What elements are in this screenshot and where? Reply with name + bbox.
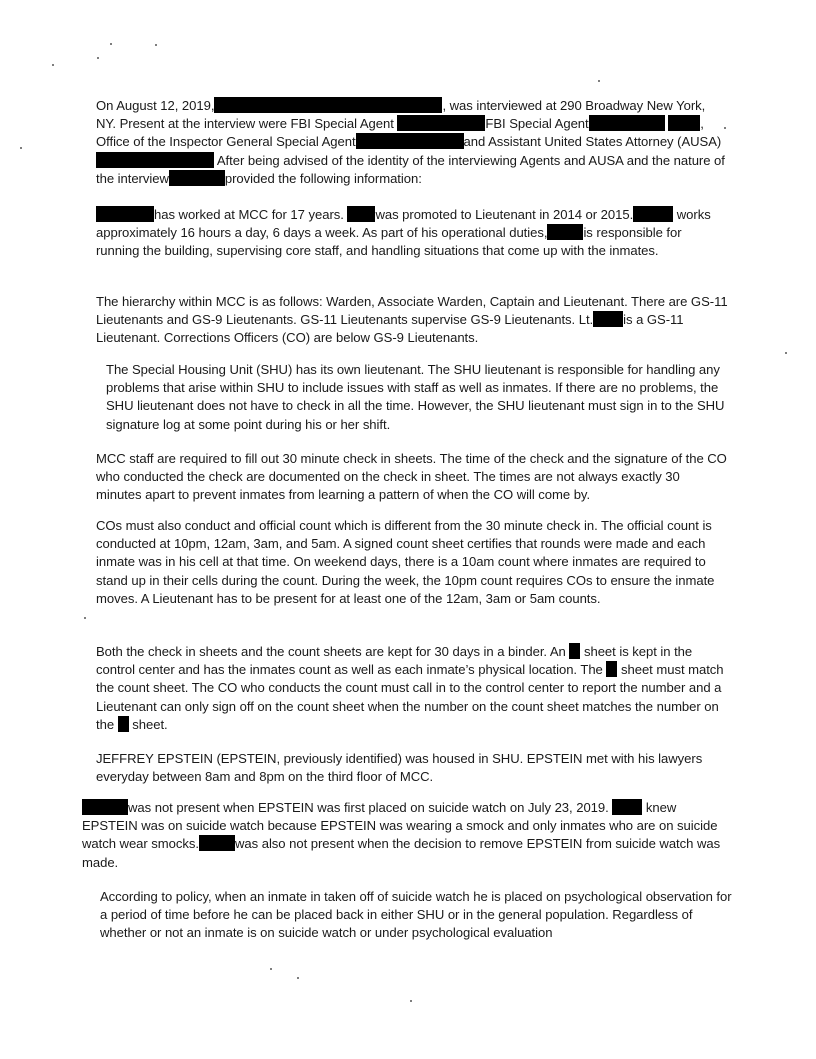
paragraph-hierarchy xyxy=(96,293,728,348)
scan-speck xyxy=(598,80,600,82)
redaction-box xyxy=(96,152,214,168)
scan-speck xyxy=(155,44,157,46)
redaction-box xyxy=(569,643,580,659)
redaction-box xyxy=(547,224,583,240)
hierarchy-text-1: The hierarchy within MCC is as follows: Warden, Associate Warden, Captain and Lieutenant. There are GS-11 Lieutenants and GS-9 Lieutenants. GS-11 Lieutenants supervise GS-9 Lieutenants. Lt. xyxy=(96,294,728,328)
redaction-box xyxy=(612,799,642,815)
redaction-box xyxy=(82,799,128,815)
count-sheets-text-1: Both the check in sheets and the count sheets are kept for 30 days in a binder. An xyxy=(96,644,566,659)
paragraph-shu xyxy=(96,361,738,434)
duties-text-3: works approximately 16 hours a day, 6 days a week. As part of his operational duties, xyxy=(96,207,711,241)
redaction-box xyxy=(397,115,485,131)
scan-speck xyxy=(20,147,22,149)
suicide-watch-text-2: knew EPSTEIN was on suicide watch because EPSTEIN was wearing a smock and only inmates who are on suicide watch wear smocks. xyxy=(82,800,718,852)
scan-speck xyxy=(297,977,299,979)
official-count-text: COs must also conduct and official count which is different from the 30 minute check in. The official count is conducted at 10pm, 12am, 3am, and 5am. A signed count sheet certifies that rounds were made and each inmate was in his cell at that time. On weekend days, there is a 10am count where inmates are required to stand up in their cells during the count. During the week, the 10pm count requires COs to ensure the inmate moves. A Lieutenant has to be present for at least one of the 12am, 3am or 5am counts. xyxy=(96,518,715,606)
redaction-box xyxy=(589,115,665,131)
paragraph-official-count xyxy=(96,517,728,608)
paragraph-interview-intro xyxy=(96,97,728,188)
scan-speck xyxy=(97,57,99,59)
intro-text-1: On August 12, 2019, xyxy=(96,98,215,113)
suicide-watch-text-1: was not present when EPSTEIN was first placed on suicide watch on July 23, 2019. xyxy=(128,800,609,815)
intro-text-4: , Office of the Inspector General Special Agent xyxy=(96,116,704,150)
scan-speck xyxy=(785,352,787,354)
duties-text-2: was promoted to Lieutenant in 2014 or 2015. xyxy=(375,207,634,222)
redaction-box xyxy=(96,206,154,222)
redaction-box xyxy=(169,170,225,186)
intro-text-6: After being advised of the identity of the interviewing Agents and AUSA and the nature of the interview xyxy=(96,152,725,186)
scan-speck xyxy=(52,64,54,66)
shu-text: The Special Housing Unit (SHU) has its own lieutenant. The SHU lieutenant is responsible for handling any problems that arise within SHU to include issues with staff as well as inmates. If there are no problems, the SHU lieutenant does not have to check in all the time. However, the SHU lieutenant must sign in to the SHU signature log at some point during his or her shift. xyxy=(106,362,725,432)
hierarchy-text-2: is a GS-11 Lieutenant. Corrections Officers (CO) are below GS-9 Lieutenants. xyxy=(96,312,684,346)
paragraph-duties xyxy=(96,206,728,261)
redaction-box xyxy=(606,661,617,677)
duties-text-1: has worked at MCC for 17 years. xyxy=(154,207,344,222)
suicide-watch-text-3: was also not present when the decision to remove EPSTEIN from suicide watch was made. xyxy=(82,836,721,870)
epstein-housing-text: JEFFREY EPSTEIN (EPSTEIN, previously identified) was housed in SHU. EPSTEIN met with his lawyers everyday between 8am and 8pm on the third floor of MCC. xyxy=(96,751,703,785)
scan-speck xyxy=(110,43,112,45)
policy-text: According to policy, when an inmate in taken off of suicide watch he is placed on psychological observation for a period of time before he can be placed back in either SHU or in the general population. Regardless of whether or not an inmate is on suicide watch or under psychological evaluation xyxy=(100,889,732,941)
count-sheets-text-2: sheet is kept in the control center and has the inmates count as well as each inmate’s physical location. The xyxy=(96,644,693,678)
redaction-box xyxy=(593,311,623,327)
intro-text-3: FBI Special Agent xyxy=(485,116,589,132)
redaction-box xyxy=(214,97,442,113)
redaction-box xyxy=(118,716,129,732)
redaction-box xyxy=(199,835,235,851)
scan-speck xyxy=(270,968,272,970)
paragraph-count-sheets xyxy=(96,643,728,734)
count-sheets-text-4: sheet. xyxy=(132,716,168,732)
intro-text-7: provided the following information: xyxy=(224,170,422,186)
scan-speck xyxy=(84,617,86,619)
paragraph-check-in-sheets xyxy=(96,450,728,505)
intro-text-2: , was interviewed at 290 Broadway New York, NY. Present at the interview were FBI Special Agent xyxy=(96,98,706,132)
paragraph-epstein-housing xyxy=(96,750,728,786)
duties-text-4: is responsible for running the building, supervising core staff, and handling situations that come up with the inmates. xyxy=(96,225,682,259)
scan-speck xyxy=(410,1000,412,1002)
count-sheets-text-3: sheet must match the count sheet. The CO who conducts the count must call in to the control center to report the number and a Lieutenant can only sign off on the count sheet when the number on the count sheet matches the number on the xyxy=(96,662,724,732)
redaction-box xyxy=(633,206,673,222)
redaction-box xyxy=(347,206,375,222)
intro-text-5: and Assistant United States Attorney (AUSA) xyxy=(463,134,722,150)
paragraph-suicide-watch xyxy=(82,799,730,872)
redaction-box xyxy=(668,115,700,131)
redaction-box xyxy=(356,133,464,149)
paragraph-policy xyxy=(100,888,732,943)
check-in-text: MCC staff are required to fill out 30 minute check in sheets. The time of the check and the signature of the CO who conducted the check are documented on the check in sheet. The times are not always exactly 30 minutes apart to prevent inmates from learning a pattern of when the CO will come by. xyxy=(96,451,727,503)
